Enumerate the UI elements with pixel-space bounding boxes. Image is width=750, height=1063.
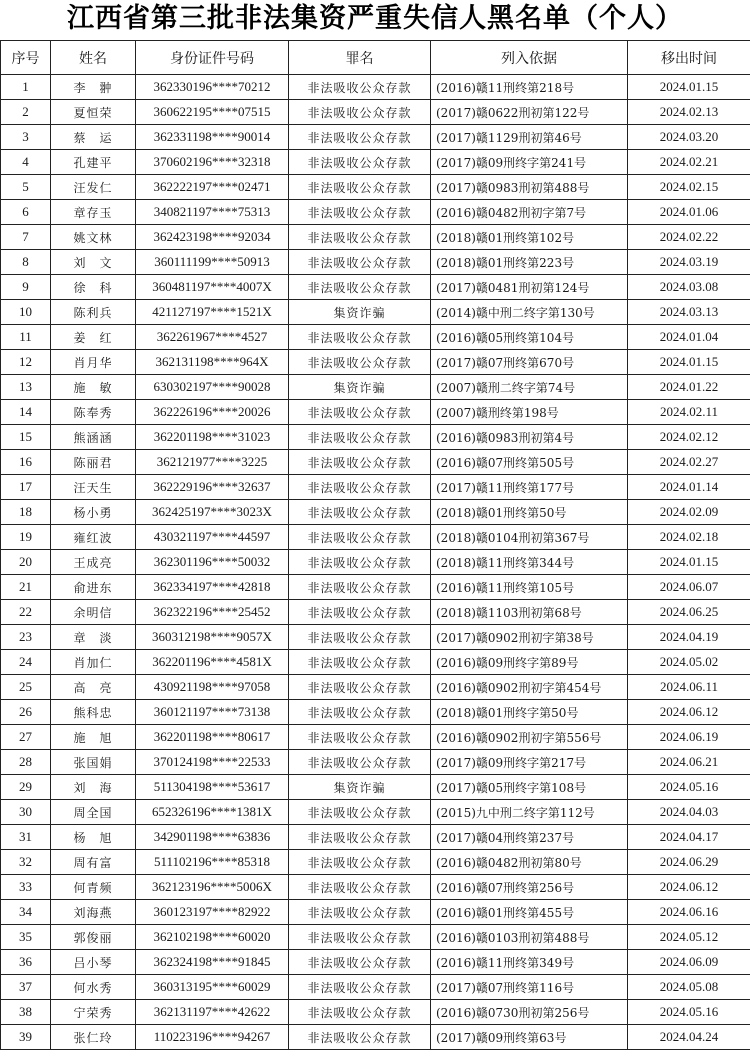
- name-cell: 汪发仁: [51, 175, 136, 200]
- id-number-cell: 362222197****02471: [136, 175, 289, 200]
- table-row: [1, 825, 750, 850]
- crime-cell: 非法吸收公众存款: [289, 925, 431, 950]
- removal-date-cell: 2024.01.04: [628, 325, 750, 350]
- id-number-cell: 362201196****4581X: [136, 650, 289, 675]
- table-row: [1, 800, 750, 825]
- removal-date-cell: 2024.01.14: [628, 475, 750, 500]
- table-row: [1, 400, 750, 425]
- crime-cell: 非法吸收公众存款: [289, 475, 431, 500]
- removal-date-cell: 2024.02.12: [628, 425, 750, 450]
- column-header-basis: 列入依据: [431, 41, 628, 75]
- removal-date-cell: 2024.02.13: [628, 100, 750, 125]
- basis-cell: (2018)赣01刑终字第50号: [431, 700, 628, 725]
- column-header-id-number: 身份证件号码: [136, 41, 289, 75]
- removal-date-cell: 2024.01.15: [628, 75, 750, 100]
- id-number-cell: 360111199****50913: [136, 250, 289, 275]
- basis-cell: (2017)赣0983刑初第488号: [431, 175, 628, 200]
- crime-cell: 非法吸收公众存款: [289, 675, 431, 700]
- removal-date-cell: 2024.06.09: [628, 950, 750, 975]
- seq-cell: 38: [1, 1000, 51, 1025]
- basis-cell: (2017)赣0481刑初第124号: [431, 275, 628, 300]
- seq-cell: 34: [1, 900, 51, 925]
- id-number-cell: 430321197****44597: [136, 525, 289, 550]
- table-row: [1, 275, 750, 300]
- removal-date-cell: 2024.02.18: [628, 525, 750, 550]
- basis-cell: (2016)赣11刑终第349号: [431, 950, 628, 975]
- basis-cell: (2018)赣11刑终第344号: [431, 550, 628, 575]
- crime-cell: 非法吸收公众存款: [289, 225, 431, 250]
- id-number-cell: 362226196****20026: [136, 400, 289, 425]
- seq-cell: 14: [1, 400, 51, 425]
- id-number-cell: 362131197****42622: [136, 1000, 289, 1025]
- table-row: [1, 950, 750, 975]
- table-row: [1, 1025, 750, 1050]
- crime-cell: 集资诈骗: [289, 775, 431, 800]
- seq-cell: 17: [1, 475, 51, 500]
- basis-cell: (2017)赣11刑终第177号: [431, 475, 628, 500]
- id-number-cell: 362301196****50032: [136, 550, 289, 575]
- table-row: [1, 300, 750, 325]
- name-cell: 汪天生: [51, 475, 136, 500]
- id-number-cell: 511102196****85318: [136, 850, 289, 875]
- name-cell: 余明信: [51, 600, 136, 625]
- seq-cell: 1: [1, 75, 51, 100]
- seq-cell: 16: [1, 450, 51, 475]
- name-cell: 何青频: [51, 875, 136, 900]
- seq-cell: 3: [1, 125, 51, 150]
- name-cell: 郭俊丽: [51, 925, 136, 950]
- table-row: [1, 725, 750, 750]
- basis-cell: (2017)赣05刑终字第108号: [431, 775, 628, 800]
- table-row: [1, 600, 750, 625]
- seq-cell: 20: [1, 550, 51, 575]
- crime-cell: 非法吸收公众存款: [289, 725, 431, 750]
- basis-cell: (2017)赣09刑终第63号: [431, 1025, 628, 1050]
- basis-cell: (2016)赣11刑终第105号: [431, 575, 628, 600]
- seq-cell: 29: [1, 775, 51, 800]
- table-row: [1, 550, 750, 575]
- basis-cell: (2017)赣09刑终字第217号: [431, 750, 628, 775]
- table-body: [1, 75, 750, 1050]
- id-number-cell: 362324198****91845: [136, 950, 289, 975]
- removal-date-cell: 2024.03.19: [628, 250, 750, 275]
- removal-date-cell: 2024.02.22: [628, 225, 750, 250]
- seq-cell: 19: [1, 525, 51, 550]
- table-row: [1, 150, 750, 175]
- removal-date-cell: 2024.05.12: [628, 925, 750, 950]
- crime-cell: 非法吸收公众存款: [289, 1025, 431, 1050]
- removal-date-cell: 2024.01.06: [628, 200, 750, 225]
- removal-date-cell: 2024.05.08: [628, 975, 750, 1000]
- id-number-cell: 630302197****90028: [136, 375, 289, 400]
- crime-cell: 非法吸收公众存款: [289, 425, 431, 450]
- removal-date-cell: 2024.02.27: [628, 450, 750, 475]
- seq-cell: 15: [1, 425, 51, 450]
- basis-cell: (2016)赣0482刑初字第7号: [431, 200, 628, 225]
- removal-date-cell: 2024.02.21: [628, 150, 750, 175]
- seq-cell: 28: [1, 750, 51, 775]
- name-cell: 周有富: [51, 850, 136, 875]
- id-number-cell: 370124198****22533: [136, 750, 289, 775]
- crime-cell: 非法吸收公众存款: [289, 150, 431, 175]
- id-number-cell: 360313195****60029: [136, 975, 289, 1000]
- table-row: [1, 1000, 750, 1025]
- basis-cell: (2007)赣刑终第198号: [431, 400, 628, 425]
- name-cell: 姚文林: [51, 225, 136, 250]
- seq-cell: 11: [1, 325, 51, 350]
- name-cell: 陈丽君: [51, 450, 136, 475]
- table-row: [1, 425, 750, 450]
- basis-cell: (2016)赣09刑终字第89号: [431, 650, 628, 675]
- id-number-cell: 362322196****25452: [136, 600, 289, 625]
- name-cell: 陈利兵: [51, 300, 136, 325]
- name-cell: 王成亮: [51, 550, 136, 575]
- basis-cell: (2017)赣07刑终第670号: [431, 350, 628, 375]
- id-number-cell: 370602196****32318: [136, 150, 289, 175]
- basis-cell: (2018)赣01刑终第223号: [431, 250, 628, 275]
- crime-cell: 非法吸收公众存款: [289, 975, 431, 1000]
- crime-cell: 非法吸收公众存款: [289, 700, 431, 725]
- seq-cell: 13: [1, 375, 51, 400]
- removal-date-cell: 2024.04.03: [628, 800, 750, 825]
- table-row: [1, 250, 750, 275]
- table-row: [1, 100, 750, 125]
- basis-cell: (2017)赣1129刑初第46号: [431, 125, 628, 150]
- basis-cell: (2017)赣0622刑初第122号: [431, 100, 628, 125]
- crime-cell: 非法吸收公众存款: [289, 650, 431, 675]
- id-number-cell: 362229196****32637: [136, 475, 289, 500]
- table-row: [1, 975, 750, 1000]
- removal-date-cell: 2024.04.24: [628, 1025, 750, 1050]
- name-cell: 刘 文: [51, 250, 136, 275]
- table-row: [1, 775, 750, 800]
- removal-date-cell: 2024.06.07: [628, 575, 750, 600]
- crime-cell: 非法吸收公众存款: [289, 100, 431, 125]
- crime-cell: 非法吸收公众存款: [289, 75, 431, 100]
- blacklist-table: [0, 40, 750, 1050]
- name-cell: 刘海燕: [51, 900, 136, 925]
- seq-cell: 30: [1, 800, 51, 825]
- id-number-cell: 360481197****4007X: [136, 275, 289, 300]
- column-header-name: 姓名: [51, 41, 136, 75]
- crime-cell: 非法吸收公众存款: [289, 250, 431, 275]
- name-cell: 吕小琴: [51, 950, 136, 975]
- crime-cell: 非法吸收公众存款: [289, 350, 431, 375]
- table-row: [1, 350, 750, 375]
- crime-cell: 集资诈骗: [289, 300, 431, 325]
- crime-cell: 非法吸收公众存款: [289, 450, 431, 475]
- basis-cell: (2015)九中刑二终字第112号: [431, 800, 628, 825]
- basis-cell: (2016)赣0983刑初第4号: [431, 425, 628, 450]
- id-number-cell: 340821197****75313: [136, 200, 289, 225]
- id-number-cell: 360123197****82922: [136, 900, 289, 925]
- seq-cell: 31: [1, 825, 51, 850]
- seq-cell: 36: [1, 950, 51, 975]
- basis-cell: (2016)赣01刑终第455号: [431, 900, 628, 925]
- table-row: [1, 625, 750, 650]
- basis-cell: (2016)赣05刑终第104号: [431, 325, 628, 350]
- removal-date-cell: 2024.05.16: [628, 1000, 750, 1025]
- crime-cell: 非法吸收公众存款: [289, 750, 431, 775]
- document-title: 江西省第三批非法集资严重失信人黑名单（个人）: [67, 3, 683, 34]
- table-row: [1, 750, 750, 775]
- basis-cell: (2016)赣0902刑初字第556号: [431, 725, 628, 750]
- id-number-cell: 360622195****07515: [136, 100, 289, 125]
- id-number-cell: 362261967****4527: [136, 325, 289, 350]
- seq-cell: 10: [1, 300, 51, 325]
- name-cell: 熊涵涵: [51, 425, 136, 450]
- table-header: [1, 41, 750, 75]
- table-row: [1, 225, 750, 250]
- name-cell: 徐 科: [51, 275, 136, 300]
- removal-date-cell: 2024.03.20: [628, 125, 750, 150]
- id-number-cell: 362331198****90014: [136, 125, 289, 150]
- column-header-crime: 罪名: [289, 41, 431, 75]
- name-cell: 杨小勇: [51, 500, 136, 525]
- crime-cell: 非法吸收公众存款: [289, 825, 431, 850]
- removal-date-cell: 2024.06.12: [628, 700, 750, 725]
- seq-cell: 35: [1, 925, 51, 950]
- seq-cell: 21: [1, 575, 51, 600]
- name-cell: 张国娟: [51, 750, 136, 775]
- name-cell: 陈奉秀: [51, 400, 136, 425]
- removal-date-cell: 2024.06.19: [628, 725, 750, 750]
- basis-cell: (2016)赣11刑终第218号: [431, 75, 628, 100]
- removal-date-cell: 2024.06.29: [628, 850, 750, 875]
- crime-cell: 非法吸收公众存款: [289, 325, 431, 350]
- removal-date-cell: 2024.01.15: [628, 350, 750, 375]
- basis-cell: (2017)赣04刑终第237号: [431, 825, 628, 850]
- table-row: [1, 850, 750, 875]
- header-row: [1, 41, 750, 75]
- seq-cell: 12: [1, 350, 51, 375]
- table-row: [1, 650, 750, 675]
- id-number-cell: 511304198****53617: [136, 775, 289, 800]
- basis-cell: (2014)赣中刑二终字第130号: [431, 300, 628, 325]
- crime-cell: 非法吸收公众存款: [289, 275, 431, 300]
- id-number-cell: 652326196****1381X: [136, 800, 289, 825]
- table-row: [1, 475, 750, 500]
- id-number-cell: 362121977****3225: [136, 450, 289, 475]
- name-cell: 何水秀: [51, 975, 136, 1000]
- basis-cell: (2017)赣09刑终字第241号: [431, 150, 628, 175]
- seq-cell: 24: [1, 650, 51, 675]
- crime-cell: 非法吸收公众存款: [289, 525, 431, 550]
- table-row: [1, 925, 750, 950]
- name-cell: 施 敏: [51, 375, 136, 400]
- id-number-cell: 360121197****73138: [136, 700, 289, 725]
- id-number-cell: 362201198****80617: [136, 725, 289, 750]
- table-row: [1, 375, 750, 400]
- basis-cell: (2017)赣07刑终第116号: [431, 975, 628, 1000]
- crime-cell: 非法吸收公众存款: [289, 800, 431, 825]
- basis-cell: (2018)赣01刑终第102号: [431, 225, 628, 250]
- crime-cell: 非法吸收公众存款: [289, 850, 431, 875]
- name-cell: 肖月华: [51, 350, 136, 375]
- id-number-cell: 362131198****964X: [136, 350, 289, 375]
- seq-cell: 25: [1, 675, 51, 700]
- basis-cell: (2016)赣07刑终第505号: [431, 450, 628, 475]
- name-cell: 孔建平: [51, 150, 136, 175]
- basis-cell: (2018)赣0104刑初第367号: [431, 525, 628, 550]
- name-cell: 宁荣秀: [51, 1000, 136, 1025]
- basis-cell: (2016)赣07刑终第256号: [431, 875, 628, 900]
- id-number-cell: 421127197****1521X: [136, 300, 289, 325]
- name-cell: 肖加仁: [51, 650, 136, 675]
- removal-date-cell: 2024.06.16: [628, 900, 750, 925]
- seq-cell: 26: [1, 700, 51, 725]
- seq-cell: 37: [1, 975, 51, 1000]
- name-cell: 李 翀: [51, 75, 136, 100]
- seq-cell: 23: [1, 625, 51, 650]
- basis-cell: (2016)赣0482刑初第80号: [431, 850, 628, 875]
- id-number-cell: 362425197****3023X: [136, 500, 289, 525]
- seq-cell: 18: [1, 500, 51, 525]
- name-cell: 蔡 运: [51, 125, 136, 150]
- crime-cell: 非法吸收公众存款: [289, 500, 431, 525]
- seq-cell: 27: [1, 725, 51, 750]
- name-cell: 章存玉: [51, 200, 136, 225]
- table-row: [1, 525, 750, 550]
- table-row: [1, 125, 750, 150]
- name-cell: 熊科忠: [51, 700, 136, 725]
- name-cell: 周全国: [51, 800, 136, 825]
- crime-cell: 非法吸收公众存款: [289, 875, 431, 900]
- removal-date-cell: 2024.02.15: [628, 175, 750, 200]
- table-row: [1, 75, 750, 100]
- basis-cell: (2016)赣0902刑初字第454号: [431, 675, 628, 700]
- seq-cell: 9: [1, 275, 51, 300]
- table-row: [1, 875, 750, 900]
- removal-date-cell: 2024.06.25: [628, 600, 750, 625]
- crime-cell: 非法吸收公众存款: [289, 400, 431, 425]
- seq-cell: 4: [1, 150, 51, 175]
- seq-cell: 5: [1, 175, 51, 200]
- id-number-cell: 362423198****92034: [136, 225, 289, 250]
- crime-cell: 非法吸收公众存款: [289, 575, 431, 600]
- id-number-cell: 342901198****63836: [136, 825, 289, 850]
- name-cell: 姜 红: [51, 325, 136, 350]
- removal-date-cell: 2024.04.19: [628, 625, 750, 650]
- basis-cell: (2018)赣01刑终第50号: [431, 500, 628, 525]
- removal-date-cell: 2024.06.21: [628, 750, 750, 775]
- table-row: [1, 675, 750, 700]
- removal-date-cell: 2024.02.09: [628, 500, 750, 525]
- crime-cell: 非法吸收公众存款: [289, 950, 431, 975]
- table-row: [1, 450, 750, 475]
- name-cell: 俞进东: [51, 575, 136, 600]
- removal-date-cell: 2024.06.11: [628, 675, 750, 700]
- id-number-cell: 362334197****42818: [136, 575, 289, 600]
- removal-date-cell: 2024.01.15: [628, 550, 750, 575]
- id-number-cell: 362201198****31023: [136, 425, 289, 450]
- table-row: [1, 575, 750, 600]
- seq-cell: 22: [1, 600, 51, 625]
- seq-cell: 33: [1, 875, 51, 900]
- crime-cell: 非法吸收公众存款: [289, 125, 431, 150]
- seq-cell: 32: [1, 850, 51, 875]
- removal-date-cell: 2024.04.17: [628, 825, 750, 850]
- seq-cell: 7: [1, 225, 51, 250]
- crime-cell: 非法吸收公众存款: [289, 900, 431, 925]
- table-row: [1, 500, 750, 525]
- removal-date-cell: 2024.05.16: [628, 775, 750, 800]
- table-row: [1, 700, 750, 725]
- id-number-cell: 110223196****94267: [136, 1025, 289, 1050]
- crime-cell: 非法吸收公众存款: [289, 1000, 431, 1025]
- removal-date-cell: 2024.03.13: [628, 300, 750, 325]
- name-cell: 夏恒荣: [51, 100, 136, 125]
- basis-cell: (2018)赣1103刑初第68号: [431, 600, 628, 625]
- basis-cell: (2017)赣0902刑初字第38号: [431, 625, 628, 650]
- id-number-cell: 360312198****9057X: [136, 625, 289, 650]
- table-row: [1, 325, 750, 350]
- removal-date-cell: 2024.03.08: [628, 275, 750, 300]
- removal-date-cell: 2024.01.22: [628, 375, 750, 400]
- crime-cell: 非法吸收公众存款: [289, 200, 431, 225]
- name-cell: 高 亮: [51, 675, 136, 700]
- table-row: [1, 175, 750, 200]
- id-number-cell: 430921198****97058: [136, 675, 289, 700]
- id-number-cell: 362330196****70212: [136, 75, 289, 100]
- table-row: [1, 200, 750, 225]
- seq-cell: 2: [1, 100, 51, 125]
- removal-date-cell: 2024.06.12: [628, 875, 750, 900]
- table-row: [1, 900, 750, 925]
- id-number-cell: 362102198****60020: [136, 925, 289, 950]
- name-cell: 施 旭: [51, 725, 136, 750]
- crime-cell: 非法吸收公众存款: [289, 175, 431, 200]
- id-number-cell: 362123196****5006X: [136, 875, 289, 900]
- name-cell: 章 淡: [51, 625, 136, 650]
- column-header-removal-date: 移出时间: [628, 41, 750, 75]
- basis-cell: (2016)赣0730刑初第256号: [431, 1000, 628, 1025]
- seq-cell: 8: [1, 250, 51, 275]
- name-cell: 杨 旭: [51, 825, 136, 850]
- name-cell: 刘 海: [51, 775, 136, 800]
- basis-cell: (2007)赣刑二终字第74号: [431, 375, 628, 400]
- seq-cell: 39: [1, 1025, 51, 1050]
- crime-cell: 非法吸收公众存款: [289, 550, 431, 575]
- basis-cell: (2016)赣0103刑初第488号: [431, 925, 628, 950]
- removal-date-cell: 2024.05.02: [628, 650, 750, 675]
- name-cell: 雍红波: [51, 525, 136, 550]
- name-cell: 张仁玲: [51, 1025, 136, 1050]
- seq-cell: 6: [1, 200, 51, 225]
- crime-cell: 集资诈骗: [289, 375, 431, 400]
- crime-cell: 非法吸收公众存款: [289, 600, 431, 625]
- crime-cell: 非法吸收公众存款: [289, 625, 431, 650]
- removal-date-cell: 2024.02.11: [628, 400, 750, 425]
- column-header-seq: 序号: [1, 41, 51, 75]
